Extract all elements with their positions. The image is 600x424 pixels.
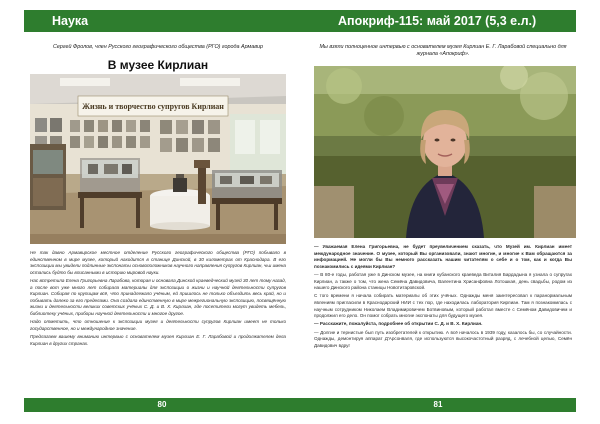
paragraph: Предлагаем вашему вниманию интервью с основателем музея Кирлиан Е. Г. Ларабовой и продолжателем дела Кирлиан в других странах. — [30, 333, 286, 346]
museum-interior-illustration — [30, 74, 286, 244]
paragraph: Нас встретила Елена Григорьевна Ларабова, которая и основала Динской краеведческий музей 30 лет тому назад, а после вот уже много лет собирала материалы для экспозиции о жизни и научной деятельности супругов Кирлиан. Собирая по крупицам всё, что принадлежало учёным, ей пришлось не только объездить весь край, но и побывать далеко за его пределами. Она создала единственную в мире межрегиональную экспозицию, посвящённую жизни и деятельности великих советских учёных С. Д. и В. Х. Кирлиан, где посетители могут увидеть мебель, библиотеку учёных, приборы научной деятельности и многое другое. — [30, 277, 286, 316]
paragraph: Надо отметить, что отношение к экспозиции музея и деятельности супругов Кирлиан имеет не только государственное, но и международное значение. — [30, 319, 286, 331]
portrait-illustration — [314, 66, 576, 238]
article-title: В музее Кирлиан — [107, 58, 209, 72]
interview-body — [314, 244, 572, 351]
paragraph: Не так давно Армавирское местное отделение Русского географического общества (РГО) побывало в единственном в мире музее, который находится в станице Динской, в 30 километрах от Краснодара. В его экспозиции мы увидели подлинные экспонаты основоположников научного направления супругов Кирлиан, чьи имена остались будто бы вписанными в историю мировой науки. — [30, 250, 286, 275]
right-page — [300, 0, 600, 424]
photo-banner: Жизнь и творчество супругов Кирлиан — [82, 102, 224, 111]
question-paragraph: — Расскажите, пожалуйста, подробнее об открытии С. Д. и В. Х. Кирлиан. — [314, 321, 483, 327]
page-number-bar — [24, 398, 300, 412]
question-paragraph: — Уважаемая Елена Григорьевна, не будет преувеличением сказать, что Музей им. Кирлиан имеет международное значение. О музее, который Вы организовали, знают многие, и многие к Вам обращаются за информацией. Не могли бы Вы немного рассказать нашим читателям о себе и о том, как и когда Вы познакомились с идеями Кирлиан? — [314, 244, 572, 269]
byline: Сергей Фролов, член Русского географического общества (РГО) города Армавир — [52, 44, 264, 50]
issue-header — [300, 10, 576, 32]
issue-title: Апокриф-115: май 2017 (5,3 е.л.) — [338, 14, 537, 28]
page-number: 81 — [433, 400, 443, 409]
museum-interior-photo — [30, 74, 286, 244]
answer-paragraph: — Долгие и тернистые был путь изобретателей к открытию. А всё началось в 1939 году, казалось бы, со случайности. Однажды, демонтируя аппарат Д'Арсонваля, где используются высокочастотный разряд, с лечебной целью, Семён Давидович вдруг — [314, 329, 572, 348]
answer-paragraph: С того времени я начала собирать материалы об этих учёных. Однажды меня заинтересовал к паранормальным явлениям пригласили в Краснодарский НИИ с тех пор, где находилась лаборатория Кирлиан. Там я познакомилась с научным сотрудником Николаем Владимировичем Ботвиновым, который работал вместе с Семёном Давидовичем и продолжил его дело. Он помог собрать многие экспонаты для будущего музея. — [314, 293, 572, 319]
page-number-bar — [300, 398, 576, 412]
intro-note: Мы взяли полноценное интервью с основателем музея Кирлиан Е. Г. Ларабовой специально для журнала «Апокриф». — [319, 44, 567, 57]
section-title: Наука — [52, 14, 89, 28]
interview-portrait-photo — [314, 66, 576, 238]
page-number: 80 — [157, 400, 167, 409]
section-header — [24, 10, 300, 32]
answer-paragraph: — В 80-е годы, работая уже в Динском музее, на книги кубанского краеведа Виталия Бардадына я узнала о супругах Кирлиан, а также о том, что жена Семёна Давидовича, Валентина Хрисанфовна Лотошкая, день свадьбы, родом из нашего Динского района станицы Новотитаровской. — [314, 271, 572, 291]
article-body — [30, 250, 286, 349]
